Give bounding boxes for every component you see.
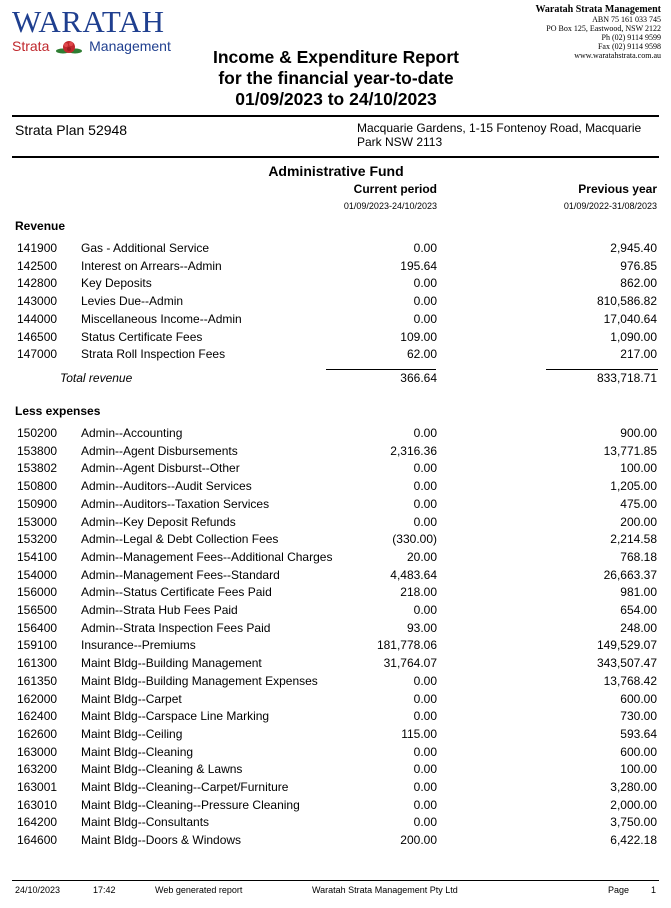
- account-description: Maint Bldg--Doors & Windows: [81, 833, 242, 848]
- table-row: [0, 550, 671, 568]
- report-title-line2: for the financial year-to-date: [218, 68, 454, 88]
- account-code: 150800: [17, 479, 58, 494]
- table-row: [0, 762, 671, 780]
- previous-year-header: Previous year: [578, 182, 657, 196]
- account-code: 156500: [17, 603, 58, 617]
- account-code: 163010: [17, 797, 58, 812]
- footer-time: 17:42: [93, 885, 116, 895]
- current-period-amount: 20.00: [406, 549, 437, 564]
- account-code: 143000: [17, 294, 58, 309]
- previous-year-amount: 654.00: [620, 603, 657, 617]
- table-row: [0, 497, 671, 515]
- previous-year-amount: 1,090.00: [610, 329, 657, 344]
- footer-page-number: 1: [651, 885, 657, 895]
- account-code: 163200: [17, 762, 58, 777]
- table-row: [0, 692, 671, 710]
- current-period-amount: 0.00: [413, 496, 437, 511]
- previous-year-amount: 862.00: [620, 276, 657, 291]
- table-row: [0, 330, 671, 348]
- account-description: Admin--Management Fees--Standard: [81, 567, 280, 582]
- logo-right-word: Management: [89, 38, 171, 54]
- report-title-line3: 01/09/2023 to 24/10/2023: [235, 89, 437, 109]
- company-abn: ABN 75 161 033 745: [592, 15, 661, 24]
- previous-year-amount: 981.00: [620, 585, 657, 600]
- current-period-amount: 0.00: [413, 815, 437, 830]
- previous-year-amount: 343,507.47: [596, 656, 657, 671]
- table-row: [0, 461, 671, 479]
- current-period-amount: 0.00: [413, 744, 437, 759]
- current-period-amount: 31,764.07: [383, 656, 437, 671]
- company-po-box: PO Box 125, Eastwood, NSW 2122: [546, 24, 661, 33]
- previous-year-amount: 217.00: [620, 347, 657, 362]
- account-description: Interest on Arrears--Admin: [81, 258, 222, 273]
- current-period-amount: (330.00): [392, 532, 437, 547]
- account-description: Maint Bldg--Carspace Line Marking: [81, 709, 270, 724]
- account-description: Admin--Key Deposit Refunds: [81, 514, 236, 529]
- previous-year-amount: 810,586.82: [596, 294, 657, 309]
- previous-year-amount: 2,000.00: [610, 797, 657, 812]
- current-period-amount: 0.00: [413, 461, 437, 476]
- account-description: Status Certificate Fees: [81, 329, 203, 344]
- account-code: 154100: [17, 549, 58, 564]
- current-period-header: Current period: [353, 182, 437, 196]
- current-period-amount: 0.00: [413, 241, 437, 255]
- account-code: 162000: [17, 691, 58, 706]
- account-description: Admin--Legal & Debt Collection Fees: [81, 532, 279, 547]
- company-website[interactable]: www.waratahstrata.com.au: [574, 51, 661, 60]
- current-period-amount: 195.64: [400, 258, 437, 273]
- account-description: Maint Bldg--Cleaning--Carpet/Furniture: [81, 780, 289, 794]
- previous-year-amount: 248.00: [620, 620, 657, 635]
- previous-year-amount: 3,280.00: [610, 780, 657, 794]
- account-description: Maint Bldg--Cleaning & Lawns: [81, 762, 243, 777]
- previous-year-amount: 593.64: [620, 726, 657, 741]
- table-row: [0, 585, 671, 603]
- table-row: [0, 603, 671, 621]
- current-period-amount: 115.00: [401, 726, 437, 741]
- account-code: 162400: [17, 709, 58, 724]
- table-row: [0, 709, 671, 727]
- current-period-amount: 0.00: [413, 691, 437, 706]
- previous-year-amount: 730.00: [620, 709, 657, 724]
- account-description: Admin--Accounting: [81, 426, 183, 440]
- previous-year-amount: 100.00: [620, 762, 657, 777]
- current-period-amount: 0.00: [413, 673, 437, 688]
- footer-note: Web generated report: [155, 885, 243, 895]
- account-description: Levies Due--Admin: [81, 294, 184, 309]
- total-revenue-label: Total revenue: [60, 371, 133, 385]
- total-revenue-previous: 833,718.71: [596, 371, 657, 385]
- account-description: Strata Roll Inspection Fees: [81, 347, 226, 362]
- footer-company: Waratah Strata Management Pty Ltd: [312, 885, 458, 895]
- account-description: Admin--Status Certificate Fees Paid: [81, 585, 272, 600]
- current-period-amount: 200.00: [400, 833, 437, 848]
- current-period-amount: 62.00: [406, 347, 437, 362]
- account-code: 142500: [17, 258, 58, 273]
- account-description: Admin--Management Fees--Additional Charges: [81, 549, 333, 564]
- account-description: Admin--Agent Disburst--Other: [81, 461, 240, 476]
- table-row: [0, 568, 671, 586]
- previous-year-amount: 475.00: [620, 496, 657, 511]
- account-code: 156000: [17, 585, 58, 600]
- revenue-current-sum-line: [326, 369, 436, 370]
- account-description: Admin--Auditors--Taxation Services: [81, 496, 270, 511]
- account-code: 142800: [17, 276, 58, 291]
- footer-date: 24/10/2023: [15, 885, 61, 895]
- table-row: [0, 833, 671, 851]
- footer-divider: [12, 880, 659, 881]
- address-line2: Park NSW 2113: [357, 135, 443, 149]
- account-code: 154000: [17, 567, 58, 582]
- strata-plan-address: [357, 121, 657, 149]
- previous-year-amount: 17,040.64: [603, 311, 657, 326]
- company-name: Waratah Strata Management: [535, 4, 661, 15]
- account-description: Miscellaneous Income--Admin: [81, 311, 242, 326]
- table-row: [0, 815, 671, 833]
- plan-divider: [12, 156, 659, 158]
- table-row: [0, 294, 671, 312]
- account-description: Maint Bldg--Cleaning--Pressure Cleaning: [81, 797, 300, 812]
- previous-year-amount: 26,663.37: [603, 567, 657, 582]
- company-logo-wordmark: WARATAH: [12, 4, 165, 39]
- account-code: 153200: [17, 532, 58, 547]
- previous-year-amount: 6,422.18: [610, 833, 657, 848]
- account-code: 161300: [17, 656, 58, 671]
- table-row: [0, 515, 671, 533]
- account-code: 159100: [17, 638, 58, 653]
- account-code: 150900: [17, 496, 58, 511]
- previous-year-amount: 149,529.07: [596, 638, 657, 653]
- current-period-amount: 109.00: [400, 329, 437, 344]
- previous-year-amount: 600.00: [620, 744, 657, 759]
- footer-page-label: Page: [608, 885, 630, 895]
- table-row: [0, 259, 671, 277]
- table-row: [0, 532, 671, 550]
- waratah-flower-icon: [55, 39, 83, 55]
- current-period-amount: 0.00: [413, 276, 437, 291]
- previous-year-amount: 2,945.40: [610, 241, 657, 255]
- previous-year-amount: 100.00: [620, 461, 657, 476]
- table-row: [0, 621, 671, 639]
- account-code: 163000: [17, 744, 58, 759]
- table-row: [0, 780, 671, 798]
- current-period-amount: 0.00: [413, 762, 437, 777]
- current-period-amount: 4,483.64: [390, 567, 437, 582]
- header-divider: [12, 115, 659, 117]
- company-fax: Fax (02) 9114 9598: [597, 42, 661, 51]
- table-row: [0, 638, 671, 656]
- account-description: Key Deposits: [81, 276, 152, 291]
- revenue-previous-sum-line: [546, 369, 658, 370]
- current-period-range: 01/09/2023-24/10/2023: [343, 201, 437, 211]
- account-code: 153802: [17, 461, 58, 476]
- previous-year-amount: 200.00: [620, 514, 657, 529]
- previous-year-amount: 900.00: [620, 426, 657, 440]
- table-row: [0, 241, 671, 259]
- account-description: Maint Bldg--Carpet: [81, 691, 182, 706]
- account-description: Maint Bldg--Building Management: [81, 656, 262, 671]
- current-period-amount: 0.00: [413, 294, 437, 309]
- table-row: [0, 276, 671, 294]
- account-code: 164200: [17, 815, 58, 830]
- account-code: 156400: [17, 620, 58, 635]
- table-row: [0, 798, 671, 816]
- table-row: [0, 674, 671, 692]
- account-code: 141900: [17, 241, 58, 255]
- previous-year-amount: 3,750.00: [610, 815, 657, 830]
- report-title-line1: Income & Expenditure Report: [212, 47, 459, 67]
- revenue-heading: Revenue: [15, 219, 66, 233]
- table-row: [0, 426, 671, 444]
- previous-year-amount: 1,205.00: [610, 479, 657, 494]
- total-revenue-current: 366.64: [400, 371, 437, 385]
- current-period-amount: 181,778.06: [376, 638, 437, 653]
- company-details: [535, 4, 661, 60]
- current-period-amount: 0.00: [413, 426, 437, 440]
- account-code: 146500: [17, 329, 58, 344]
- current-period-amount: 0.00: [413, 479, 437, 494]
- previous-year-amount: 600.00: [620, 691, 657, 706]
- table-row: [0, 312, 671, 330]
- table-row: [0, 444, 671, 462]
- company-phone: Ph (02) 9114 9599: [601, 33, 661, 42]
- fund-title: Administrative Fund: [268, 163, 404, 179]
- account-code: 153800: [17, 443, 58, 458]
- previous-year-amount: 2,214.58: [610, 532, 657, 547]
- account-code: 150200: [17, 426, 58, 440]
- account-code: 144000: [17, 311, 58, 326]
- current-period-amount: 0.00: [413, 603, 437, 617]
- account-description: Maint Bldg--Cleaning: [81, 744, 194, 759]
- table-row: [0, 479, 671, 497]
- previous-year-amount: 13,768.42: [603, 673, 657, 688]
- current-period-amount: 2,316.36: [390, 443, 437, 458]
- current-period-amount: 0.00: [413, 311, 437, 326]
- account-code: 161350: [17, 673, 58, 688]
- current-period-amount: 93.00: [406, 620, 437, 635]
- company-logo-subtitle: [12, 38, 171, 55]
- previous-year-range: 01/09/2022-31/08/2023: [563, 201, 657, 211]
- previous-year-amount: 13,771.85: [603, 443, 657, 458]
- current-period-amount: 0.00: [413, 780, 437, 794]
- table-row: [0, 656, 671, 674]
- account-description: Admin--Strata Inspection Fees Paid: [81, 620, 271, 635]
- current-period-amount: 0.00: [413, 797, 437, 812]
- account-description: Maint Bldg--Ceiling: [81, 726, 183, 741]
- account-description: Gas - Additional Service: [81, 241, 210, 255]
- current-period-amount: 0.00: [413, 514, 437, 529]
- address-line1: Macquarie Gardens, 1-15 Fontenoy Road, Macquarie: [357, 121, 642, 135]
- account-code: 163001: [17, 780, 58, 794]
- account-description: Insurance--Premiums: [81, 638, 196, 653]
- account-description: Maint Bldg--Building Management Expenses: [81, 673, 318, 688]
- table-row: [0, 745, 671, 763]
- account-description: Maint Bldg--Consultants: [81, 815, 210, 830]
- report-title: [180, 47, 492, 110]
- previous-year-amount: 976.85: [620, 258, 657, 273]
- table-row: [0, 727, 671, 745]
- logo-left-word: Strata: [12, 38, 50, 54]
- account-code: 164600: [17, 833, 58, 848]
- strata-plan-name: Strata Plan 52948: [15, 122, 128, 138]
- previous-year-amount: 768.18: [620, 549, 657, 564]
- current-period-amount: 218.00: [400, 585, 437, 600]
- expenses-heading: Less expenses: [15, 404, 101, 418]
- account-description: Admin--Auditors--Audit Services: [81, 479, 252, 494]
- account-code: 153000: [17, 514, 58, 529]
- account-description: Admin--Strata Hub Fees Paid: [81, 603, 238, 617]
- account-code: 162600: [17, 726, 58, 741]
- account-description: Admin--Agent Disbursements: [81, 443, 238, 458]
- table-row: [0, 347, 671, 365]
- current-period-amount: 0.00: [413, 709, 437, 724]
- account-code: 147000: [17, 347, 58, 362]
